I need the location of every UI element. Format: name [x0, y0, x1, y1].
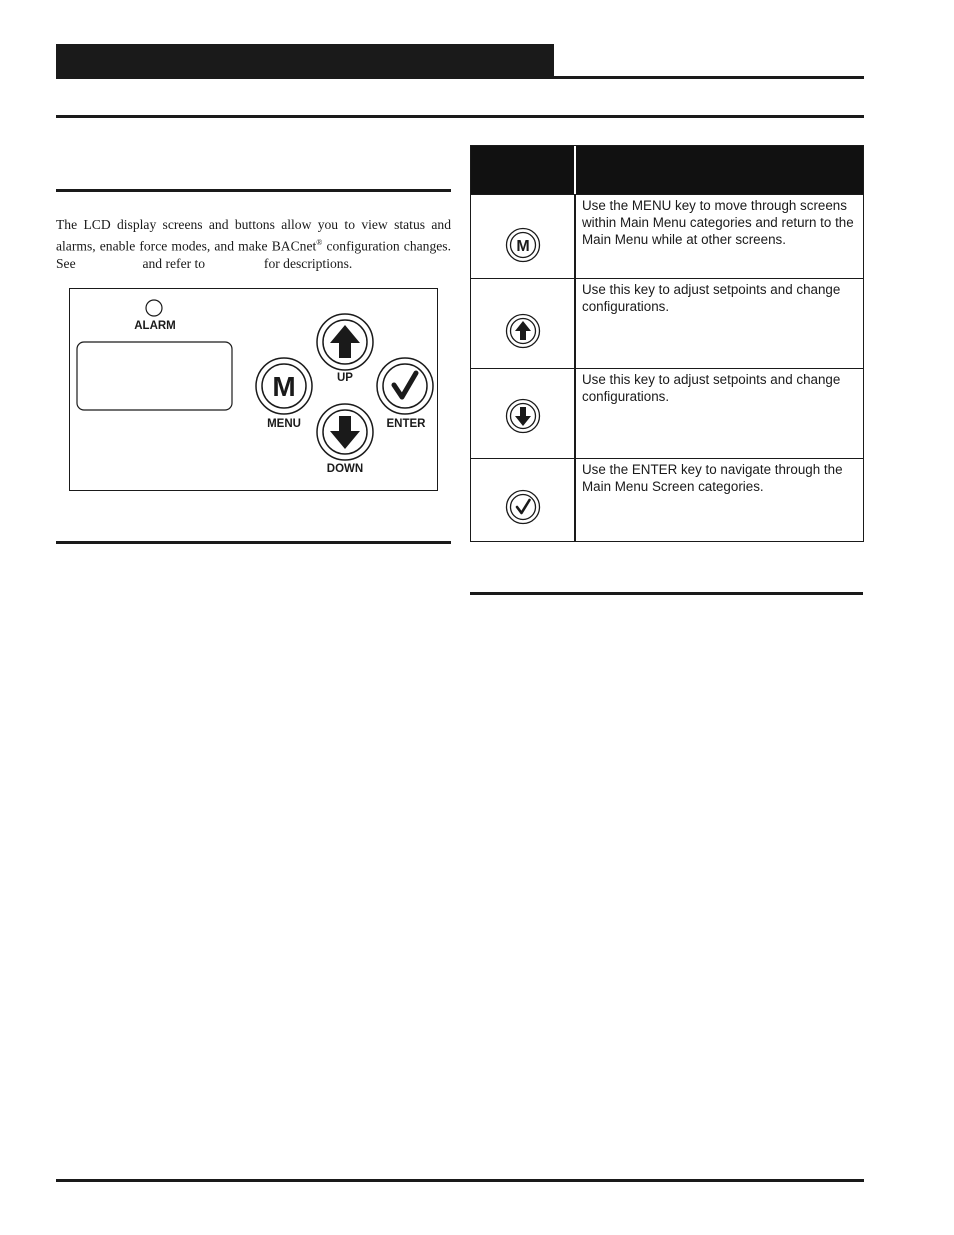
menu-label: MENU — [267, 418, 301, 430]
down-button-icon — [317, 404, 373, 460]
intro-text-4: for descriptions. — [263, 255, 353, 271]
up-label: UP — [337, 372, 353, 384]
section-rule-left-lower — [56, 541, 451, 544]
table-row — [471, 194, 863, 278]
up-button-icon — [317, 314, 373, 370]
lcd-display — [77, 342, 232, 410]
table-row — [471, 458, 863, 541]
keypad-figure — [69, 288, 438, 491]
table-row — [471, 368, 863, 458]
table-row — [471, 278, 863, 368]
menu-key-icon — [505, 227, 541, 263]
svg-text:M: M — [272, 371, 296, 402]
intro-text-2: configuration changes. See — [56, 238, 451, 271]
intro-paragraph — [56, 216, 451, 272]
menu-key-description: Use the MENU key to move through screens within Main Menu categories and return to the Main Menu while at other screens. — [582, 198, 854, 247]
down-label: DOWN — [326, 463, 364, 475]
section-rule-top — [56, 115, 864, 118]
alarm-label: ALARM — [134, 320, 176, 332]
table-header — [471, 146, 863, 194]
down-arrow-key-icon — [505, 398, 541, 434]
section-rule-right — [470, 592, 863, 595]
header-rule — [56, 76, 864, 79]
intro-text-3: and refer to — [142, 255, 206, 271]
enter-button-icon — [377, 358, 433, 414]
up-arrow-key-icon — [505, 313, 541, 349]
header-bar — [56, 44, 554, 77]
key-description-table — [470, 145, 864, 542]
footer-rule — [56, 1179, 864, 1182]
svg-text:M: M — [516, 238, 530, 255]
enter-key-description: Use the ENTER key to navigate through the Main Menu Screen categories. — [582, 462, 843, 494]
intro-text-1: The LCD display screens and buttons allow you to view status and alarms, enable force modes, and make BACnet — [56, 217, 451, 254]
up-key-description: Use this key to adjust setpoints and change configurations. — [582, 282, 841, 314]
enter-label: ENTER — [386, 418, 426, 430]
section-rule-left-upper — [56, 189, 451, 192]
registered-mark: ® — [316, 237, 323, 247]
down-key-description: Use this key to adjust setpoints and change configurations. — [582, 372, 841, 404]
enter-check-key-icon — [505, 489, 541, 525]
menu-button-icon — [256, 358, 312, 414]
alarm-led-icon — [146, 300, 162, 316]
